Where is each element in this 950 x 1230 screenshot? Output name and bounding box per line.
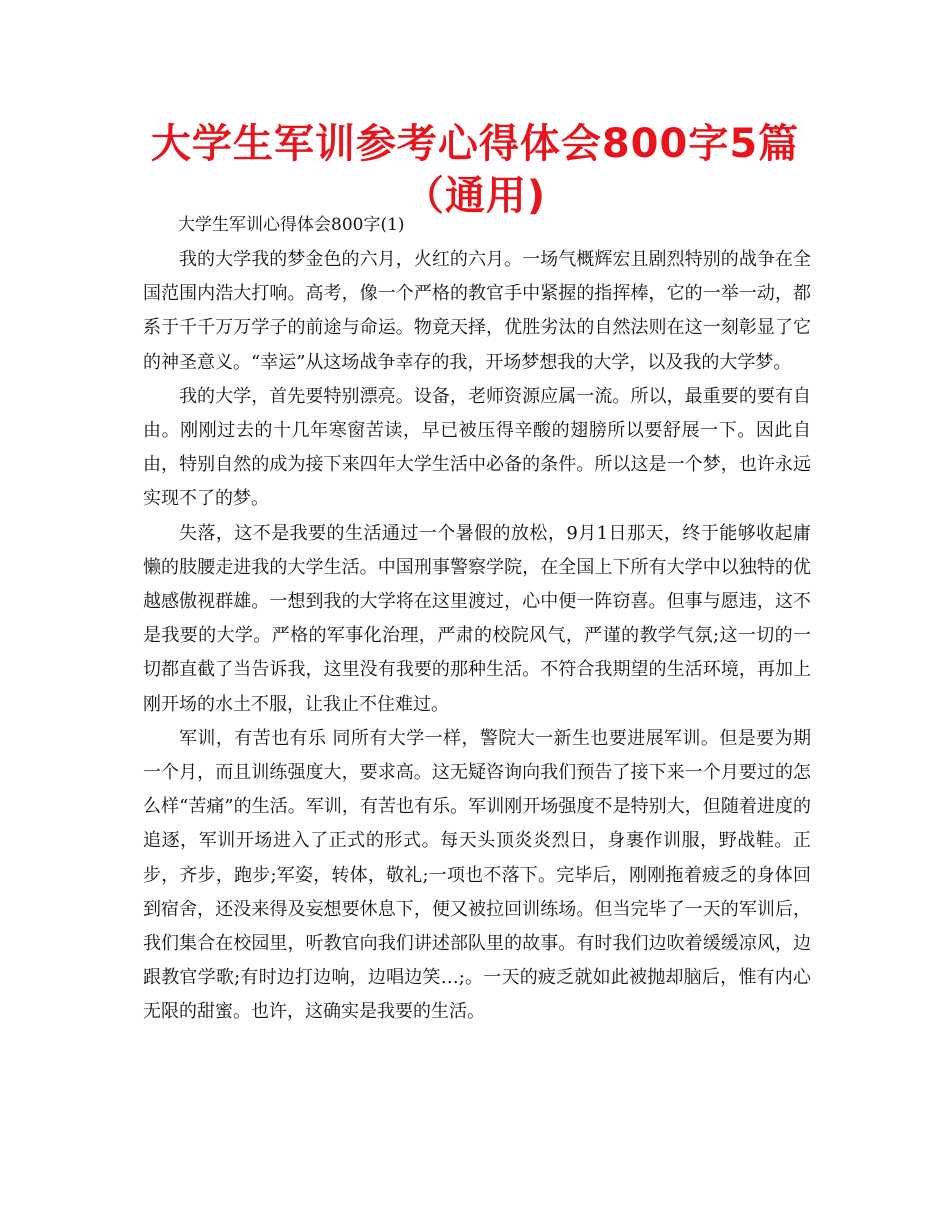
document-title: 大学生军训参考心得体会800字5篇（通用) <box>150 121 800 219</box>
article-body <box>143 243 811 1030</box>
section-heading: 大学生军训心得体会800字(1) <box>178 215 405 235</box>
paragraph: 军训，有苦也有乐 同所有大学一样，警院大一新生也要进展军训。但是要为期一个月，而且训练强度大，要求高。这无疑咨询向我们预告了接下来一个月要过的怎么样“苦痛”的生活。军训，有苦也有乐。军训刚开场强度不是特别大，但随着进度的追逐，军训开场进入了正式的形式。每天头顶炎炎烈日，身裹作训服，野战鞋。正步，齐步，跑步;军姿，转体，敬礼;一项也不落下。完毕后，刚刚拖着疲乏的身体回到宿舍，还没来得及妄想要休息下，便又被拉回训练场。但当完毕了一天的军训后，我们集合在校园里，听教官向我们讲述部队里的故事。有时我们边吹着缓缓凉风，边跟教官学歌;有时边打边响，边唱边笑…;。一天的疲乏就如此被抛却脑后，惟有内心无限的甜蜜。也许，这确实是我要的生活。 <box>143 727 811 1023</box>
paragraph: 我的大学我的梦金色的六月，火红的六月。一场气概辉宏且剧烈特别的战争在全国范围内浩大打响。高考，像一个严格的教官手中紧握的指挥棒，它的一举一动，都系于千千万万学子的前途与命运。物竟天择，优胜劣汰的自然法则在这一刻彰显了它的神圣意义。“幸运”从这场战争幸存的我，开场梦想我的大学，以及我的大学梦。 <box>143 249 811 373</box>
paragraph: 我的大学，首先要特别漂亮。设备，老师资源应属一流。所以，最重要的要有自由。刚刚过去的十几年寒窗苦读，早已被压得辛酸的翅膀所以要舒展一下。因此自由，特别自然的成为接下来四年大学生活中必备的条件。所以这是一个梦，也许永远实现不了的梦。 <box>143 385 811 510</box>
paragraph: 失落，这不是我要的生活通过一个暑假的放松，9月1日那天，终于能够收起庸懒的肢腰走进我的大学生活。中国刑事警察学院，在全国上下所有大学中以独特的优越感傲视群雄。一想到我的大学将在这里渡过，心中便一阵窃喜。但事与愿违，这不是我要的大学。严格的军事化治理，严肃的校院风气，严谨的教学气氛;这一切的一切都直截了当告诉我，这里没有我要的那种生活。不符合我期望的生活环境，再加上刚开场的水土不服，让我止不住难过。 <box>143 522 811 715</box>
